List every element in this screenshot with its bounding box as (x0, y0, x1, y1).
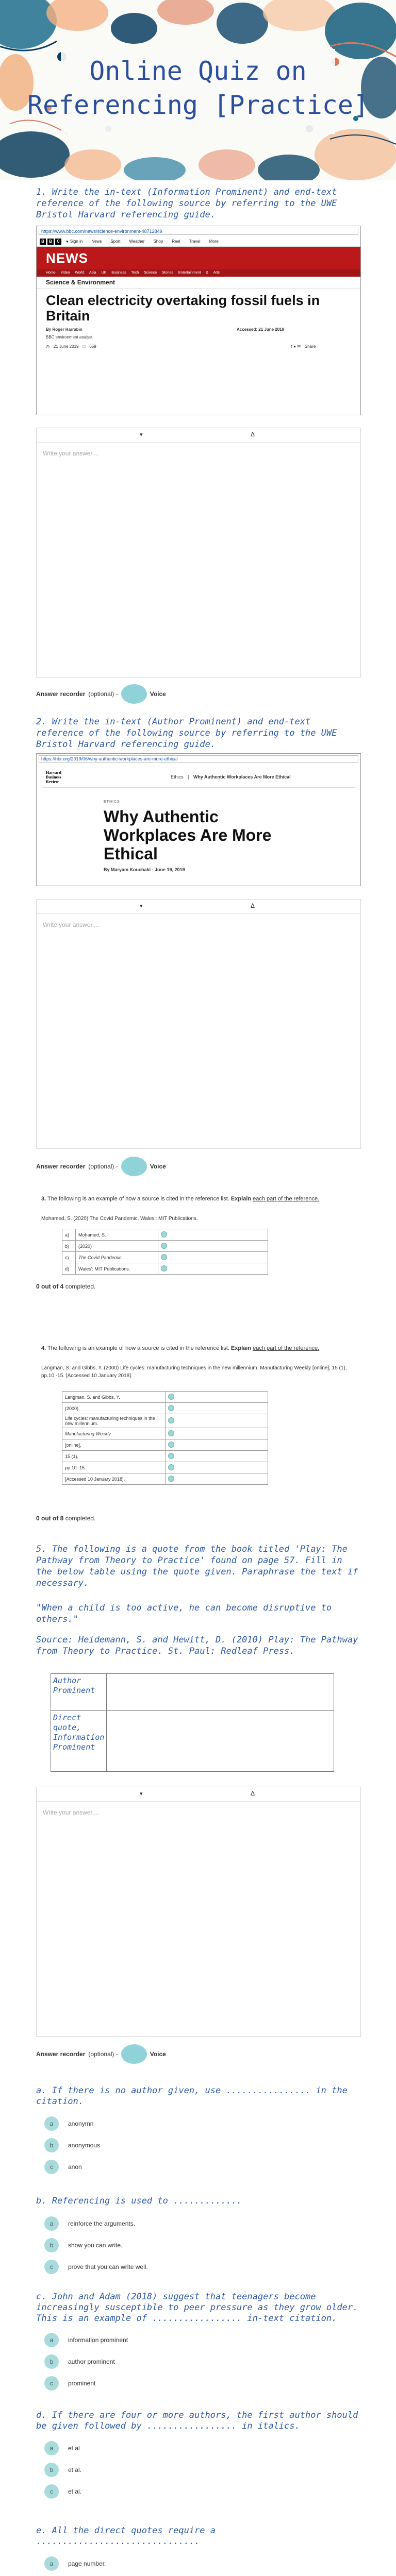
table-row (62, 1473, 268, 1485)
question-3-table (62, 1229, 268, 1275)
row-value: [online], (62, 1439, 166, 1451)
question-3-text (41, 1195, 361, 1203)
answer-input-icon[interactable] (168, 1430, 174, 1436)
option-letter[interactable]: b (44, 2138, 59, 2153)
option-letter[interactable]: c (44, 2260, 59, 2274)
mcq-c-option-c[interactable] (44, 2376, 95, 2391)
question-3-intro: The following is an example of how a source is cited in the reference list. (47, 1196, 229, 1202)
option-letter[interactable]: b (44, 2238, 59, 2252)
format-dropdown-icon[interactable]: ▾ (140, 903, 143, 909)
bbc-logo-b1: B (40, 239, 46, 245)
row-value: pp.10 -15. (62, 1462, 166, 1473)
table-row (62, 1439, 268, 1451)
user-icon: ● (66, 239, 69, 244)
row-value: Manufacturing Weekly (62, 1428, 166, 1439)
editor-toolbar (37, 900, 360, 914)
article-headline: Why Authentic Workplaces Are More Ethical (104, 807, 272, 863)
mcq-e-option-a[interactable] (44, 2556, 106, 2571)
recorder-optional: (optional) - (88, 1163, 118, 1170)
answer-input-icon[interactable] (161, 1265, 167, 1272)
answer-placeholder: Write your answer.... (43, 921, 100, 928)
hbr-logo-line1: Harvard (46, 770, 61, 775)
bbc-nav-weather: Weather (129, 239, 145, 244)
bbc-top-bar (37, 236, 360, 247)
question-3-instruction: each part of the reference. (253, 1196, 320, 1202)
record-button[interactable] (121, 1157, 147, 1176)
option-letter[interactable]: a (44, 2333, 59, 2347)
sign-in-link: Sign in (70, 239, 83, 244)
option-letter[interactable]: c (44, 2376, 59, 2391)
answer-recorder-2 (36, 1157, 166, 1176)
article-author: By Roger Harrabin (46, 327, 82, 332)
option-letter[interactable]: b (44, 2354, 59, 2369)
row-value: Life cycles: manufacturing techniques in the new millennium. (62, 1414, 166, 1428)
editor-toolbar (37, 428, 360, 443)
answer-cell[interactable] (166, 1403, 268, 1414)
comment-icon: □ (82, 344, 86, 349)
progress-count: 0 out of 4 (36, 1283, 64, 1290)
option-letter[interactable]: c (44, 2160, 59, 2174)
table-row (62, 1392, 268, 1403)
question-4-progress (36, 1515, 95, 1522)
voice-label: Voice (150, 690, 166, 698)
question-4-text (41, 1345, 361, 1352)
mcq-a-option-b[interactable] (44, 2138, 100, 2153)
option-text: anonymous (68, 2142, 101, 2149)
question-4-source: Langman, S. and Gibbs, Y. (2000) Life cycles: manufacturing techniques in the new millennium. Manufacturing Weekly [online], 15 (1), pp.10 -15. [Accessed 10 January 2018]. (41, 1365, 347, 1379)
page-title: Online Quiz on Referencing [Practice] (27, 56, 369, 120)
question-5-table (51, 1673, 334, 1772)
question-2-heading: 2. Write the in-text (Author Prominent) and end-text reference of the following source by referring to the UWE Bristol Harvard referencing guide. (36, 717, 337, 750)
answer-input-icon[interactable] (168, 1394, 174, 1400)
question-4-intro: The following is an example of how a source is cited in the reference list. (47, 1345, 229, 1351)
news-banner: NEWS (37, 247, 360, 269)
question-3-explain: Explain (230, 1196, 252, 1202)
progress-count: 0 out of 8 (36, 1515, 64, 1522)
formula-icon[interactable]: Δ (251, 902, 255, 909)
recorder-label: Answer recorder (36, 690, 86, 698)
answer-editor-2[interactable] (36, 899, 361, 1149)
recorder-optional: (optional) - (88, 2050, 118, 2058)
url-bar: https://www.bbc.com/news/science-environment-48712849 (39, 228, 358, 235)
formula-icon[interactable]: Δ (251, 1790, 255, 1797)
row-label: b) (62, 1241, 76, 1252)
option-letter[interactable]: a (44, 2556, 59, 2571)
hbr-logo-line3: Review (46, 779, 59, 784)
question-4-number: 4. (41, 1345, 46, 1351)
voice-label: Voice (150, 2050, 166, 2058)
bbc-nav-more: More (209, 239, 219, 244)
answer-input-icon[interactable] (161, 1254, 167, 1260)
hbr-logo (46, 770, 61, 784)
mcq-a-option-a[interactable] (44, 2116, 93, 2131)
editor-toolbar (37, 1787, 360, 1802)
article-byline: By Maryam Kouchaki - June 19, 2019 (104, 867, 185, 872)
question-4-explain: Explain (230, 1345, 252, 1351)
comment-count: 659 (89, 344, 96, 349)
question-4-instruction: each part of the reference. (253, 1345, 320, 1351)
article-author-role: BBC environment analyst (46, 335, 93, 340)
mcq-c-option-a[interactable] (44, 2333, 128, 2347)
answer-cell[interactable] (166, 1473, 268, 1485)
row-label: d) (62, 1263, 76, 1275)
answer-cell[interactable] (166, 1462, 268, 1473)
mcq-b-option-a[interactable] (44, 2216, 135, 2231)
row-label: c) (62, 1252, 76, 1263)
answer-cell[interactable] (107, 1711, 334, 1772)
question-5-source: Source: Heidemann, S. and Hewitt, D. (2010) Play: The Pathway from Theory to Practice. St. Paul: Redleaf Press. (36, 1635, 358, 1656)
table-row (62, 1263, 268, 1275)
format-dropdown-icon[interactable]: ▾ (140, 1791, 143, 1797)
breadcrumb-title: Why Authentic Workplaces Are More Ethical (193, 774, 291, 779)
bbc-nav-reel: Reel (172, 239, 180, 244)
hbr-header (42, 767, 355, 788)
option-text: show you can write. (68, 2242, 123, 2249)
answer-cell[interactable] (166, 1439, 268, 1451)
row-value: [Accessed 10 January 2018]. (62, 1473, 166, 1485)
option-text: anonymn (68, 2120, 94, 2127)
progress-label: completed. (65, 1283, 96, 1290)
question-3-source: Mohamed, S. (2020) The Covid Pandemic. Wales': MIT Publications. (41, 1216, 198, 1222)
row-value: Wales': MIT Publications. (76, 1263, 158, 1275)
table-row (62, 1252, 268, 1263)
article-meta-row (37, 343, 360, 350)
bbc-nav-travel: Travel (189, 239, 201, 244)
answer-recorder-5 (36, 2044, 166, 2064)
hbr-logo-line2: Business (46, 775, 61, 779)
table-row (62, 1403, 268, 1414)
option-text: reinforce the arguments. (68, 2220, 136, 2227)
option-letter[interactable]: a (44, 2441, 59, 2455)
bbc-nav-sport: Sport (110, 239, 121, 244)
question-3-progress (36, 1283, 95, 1290)
option-text: information prominent (68, 2336, 128, 2344)
breadcrumb-section: Ethics (171, 774, 184, 779)
option-text: anon (68, 2163, 82, 2171)
option-text: page number. (68, 2560, 106, 2567)
row-value: (2000) (62, 1403, 166, 1414)
table-row (62, 1451, 268, 1462)
answer-cell[interactable] (166, 1414, 268, 1428)
answer-placeholder: Write your answer.... (43, 450, 100, 457)
share-label: Share (304, 344, 316, 349)
mcq-d-option-a[interactable] (44, 2441, 80, 2455)
table-row (51, 1711, 334, 1772)
answer-input-icon[interactable] (168, 1417, 174, 1423)
answer-cell[interactable] (166, 1392, 268, 1403)
progress-label: completed. (65, 1515, 96, 1522)
option-text: prove that you can write well. (68, 2263, 148, 2270)
bbc-logo-b2: B (47, 239, 54, 245)
format-dropdown-icon[interactable]: ▾ (140, 432, 143, 438)
mcq-c-option-b[interactable] (44, 2354, 115, 2369)
answer-cell[interactable] (158, 1241, 268, 1252)
answer-input-icon[interactable] (168, 1453, 174, 1459)
row-label: Author Prominent (51, 1674, 107, 1711)
row-value: Mohamed, S. (76, 1229, 158, 1241)
row-label: a) (62, 1229, 76, 1241)
mcq-e-question: e. All the direct quotes require a ............................... (36, 2526, 216, 2547)
answer-input-icon[interactable] (168, 1442, 174, 1448)
answer-input-icon[interactable] (168, 1476, 174, 1482)
answer-editor-5[interactable] (36, 1787, 361, 2037)
recorder-optional: (optional) - (88, 690, 118, 698)
breadcrumb-separator: | (188, 774, 189, 779)
voice-label: Voice (150, 1163, 166, 1170)
answer-input-icon[interactable] (161, 1231, 167, 1238)
question-3-number: 3. (41, 1196, 46, 1202)
answer-input-icon[interactable] (161, 1243, 167, 1249)
hbr-article-image (36, 753, 361, 886)
hbr-kicker: ETHICS (104, 800, 120, 804)
record-button[interactable] (121, 2044, 147, 2064)
clock-icon: ◷ (46, 344, 50, 349)
row-value: 15 (1), (62, 1451, 166, 1462)
mcq-a-question: a. If there is no author given, use ................ in the citation. (36, 2086, 348, 2107)
row-value: (2020) (76, 1241, 158, 1252)
bbc-article-image (36, 226, 361, 415)
mcq-c-question: c. John and Adam (2018) suggest that teenagers become increasingly susceptible to peer pressure as they grow older. This is an example of ................. in-text citation. (36, 2292, 358, 2324)
bbc-nav-shop: Shop (153, 239, 163, 244)
accessed-date: Accessed: 21 June 2019 (237, 327, 285, 332)
question-5-quote: "When a child is too active, he can become disruptive to others." (36, 1603, 332, 1624)
mcq-b-question: b. Referencing is used to ............. (36, 2196, 242, 2206)
social-icons: f ● ✉ (291, 344, 301, 349)
header-banner (0, 0, 396, 180)
table-row (62, 1462, 268, 1473)
article-headline: Clean electricity overtaking fossil fuels in Britain (46, 293, 320, 324)
row-value: Langman, S. and Gibbs, Y. (62, 1392, 166, 1403)
table-row (62, 1428, 268, 1439)
mcq-d-option-c[interactable] (44, 2484, 81, 2499)
answer-cell[interactable] (158, 1263, 268, 1275)
option-text: author prominent (68, 2358, 115, 2365)
answer-cell[interactable] (107, 1674, 334, 1711)
answer-placeholder: Write your answer.... (43, 1809, 100, 1816)
bbc-logo-c: C (55, 239, 61, 245)
option-text: et al (68, 2445, 80, 2452)
answer-editor-1[interactable] (36, 428, 361, 677)
mcq-b-option-b[interactable] (44, 2238, 122, 2252)
table-row (62, 1241, 268, 1252)
article-date: 21 June 2019 (53, 344, 79, 349)
option-text: et al. (68, 2466, 82, 2473)
mcq-b-option-c[interactable] (44, 2260, 148, 2274)
mcq-d-option-b[interactable] (44, 2463, 81, 2477)
table-row (62, 1229, 268, 1241)
option-text: et al. (68, 2488, 82, 2495)
answer-input-icon[interactable] (168, 1464, 174, 1470)
answer-cell[interactable] (158, 1229, 268, 1241)
option-letter[interactable]: a (44, 2116, 59, 2131)
record-button[interactable] (121, 684, 147, 704)
option-letter[interactable]: a (44, 2216, 59, 2231)
recorder-label: Answer recorder (36, 2050, 86, 2058)
row-value: The Covid Pandemic. (76, 1252, 158, 1263)
question-4-table (62, 1391, 268, 1485)
answer-cell[interactable] (166, 1428, 268, 1439)
question-5-heading: 5. The following is a quote from the book titled 'Play: The Pathway from Theory to Practice' found on page 57. Fill in the below table using the quote given. Paraphrase the text if necessary. (36, 1544, 358, 1588)
question-1-heading: 1. Write the in-text (Information Prominent) and end-text reference of the following source by referring to the UWE Bristol Harvard referencing guide. (36, 187, 337, 220)
answer-recorder-1 (36, 684, 166, 704)
hbr-breadcrumb (171, 774, 291, 779)
formula-icon[interactable]: Δ (251, 431, 255, 438)
answer-cell[interactable] (158, 1252, 268, 1263)
answer-cell[interactable] (166, 1451, 268, 1462)
option-letter[interactable]: b (44, 2463, 59, 2477)
option-letter[interactable]: c (44, 2484, 59, 2499)
option-text: prominent (68, 2380, 96, 2387)
news-subnav: Home Video World Asia UK Business Tech Science Stories Entertainment & Arts (37, 269, 360, 277)
mcq-d-question: d. If there are four or more authors, the first author should be given followed by ................. in italics. (36, 2410, 358, 2431)
article-section: Science & Environment (37, 277, 360, 289)
bbc-nav-news: News (91, 239, 102, 244)
url-bar: https://hbr.org/2019/06/why-authentic-workplaces-are-more-ethical (39, 755, 358, 762)
row-label: Direct quote, Information Prominent (51, 1711, 107, 1772)
table-row (62, 1414, 268, 1428)
table-row (51, 1674, 334, 1711)
answer-input-icon[interactable] (168, 1405, 174, 1411)
recorder-label: Answer recorder (36, 1163, 86, 1170)
mcq-a-option-c[interactable] (44, 2160, 82, 2174)
